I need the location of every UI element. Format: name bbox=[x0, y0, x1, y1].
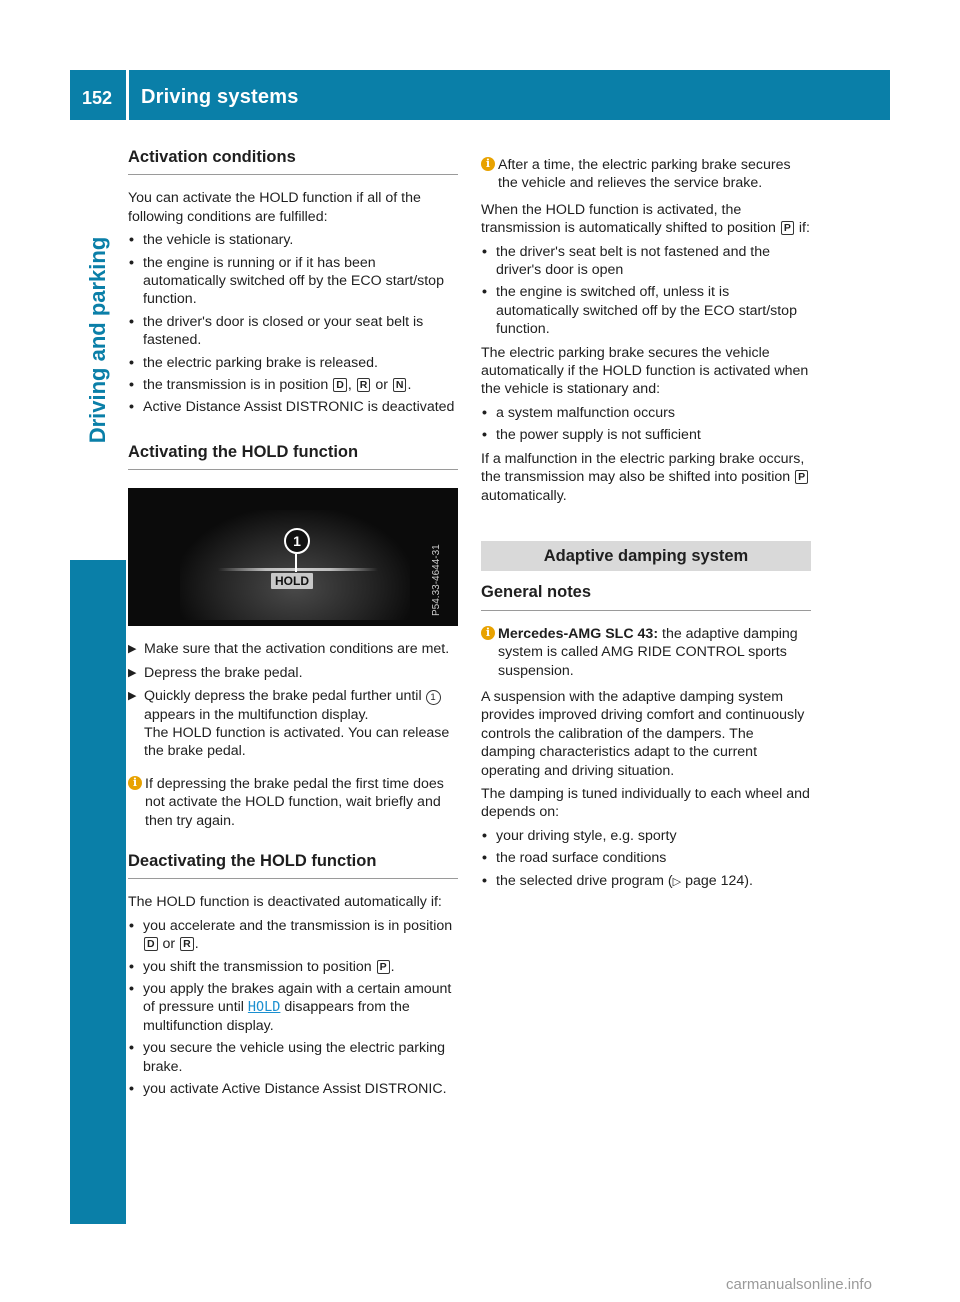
list-item: • the driver's door is closed or your seat belt is fastened. bbox=[128, 313, 458, 350]
list-item-text: the transmission is in position bbox=[143, 377, 329, 394]
info-icon: i bbox=[128, 776, 142, 790]
info-bold: Mercedes-AMG SLC 43: bbox=[498, 625, 659, 642]
gear-d-icon: D bbox=[144, 937, 158, 951]
parking-brake-list bbox=[481, 404, 811, 445]
info-icon: i bbox=[481, 157, 495, 171]
activation-intro: You can activate the HOLD function if all of the following conditions are fulfilled: bbox=[128, 190, 421, 225]
shift-conditions-list bbox=[481, 243, 811, 339]
list-item: • the driver's seat belt is not fastened and the driver's door is open bbox=[481, 243, 811, 280]
right-column bbox=[481, 150, 811, 896]
damping-factors-list bbox=[481, 827, 811, 891]
general-notes-heading: General notes bbox=[481, 583, 811, 610]
display-bar bbox=[218, 568, 378, 571]
list-item: • the road surface conditions bbox=[481, 849, 811, 867]
list-item: • a system malfunction occurs bbox=[481, 404, 811, 422]
left-column bbox=[128, 148, 458, 1103]
gear-d-icon: D bbox=[333, 378, 347, 392]
sidebar-label: Driving and parking bbox=[85, 236, 110, 444]
list-item-text: the selected drive program ( bbox=[496, 872, 673, 889]
header-separator bbox=[126, 70, 129, 120]
callout-1: 1 bbox=[284, 528, 310, 554]
list-item bbox=[128, 917, 458, 954]
list-item: • the vehicle is stationary. bbox=[128, 231, 458, 249]
step-1: ▶ Make sure that the activation conditions are met. bbox=[128, 640, 458, 658]
or-text: or bbox=[375, 377, 388, 394]
info-note bbox=[128, 775, 458, 830]
deactivating-intro: The HOLD function is deactivated automatically if: bbox=[128, 894, 442, 911]
paragraph bbox=[481, 201, 811, 238]
list-item: • your driving style, e.g. sporty bbox=[481, 827, 811, 845]
list-item bbox=[128, 980, 458, 1035]
info-text: If depressing the brake pedal the first time does not activate the HOLD function, wait briefly and then try again. bbox=[145, 775, 444, 829]
period: . bbox=[194, 936, 199, 953]
period: . bbox=[390, 958, 395, 975]
hold-display-text: HOLD bbox=[247, 999, 281, 1016]
list-item: • the engine is switched off, unless it is automatically switched off by the ECO start/stop function. bbox=[481, 283, 811, 338]
or-text: or bbox=[162, 936, 176, 953]
list-item-text-b: disappears from the multifunction display. bbox=[143, 999, 410, 1034]
callout-stem bbox=[295, 554, 297, 572]
paragraph-text-b: automatically. bbox=[481, 487, 567, 504]
list-item: • you secure the vehicle using the electric parking brake. bbox=[128, 1039, 458, 1076]
list-item bbox=[128, 376, 458, 394]
info-text: the adaptive damping system is called AMG RIDE CONTROL sports suspension. bbox=[498, 625, 798, 679]
page-number: 152 bbox=[82, 88, 113, 108]
info-icon: i bbox=[481, 626, 495, 640]
gear-r-icon: R bbox=[180, 937, 194, 951]
hold-display-figure bbox=[128, 488, 458, 626]
step-2: ▶ Depress the brake pedal. bbox=[128, 664, 458, 682]
page-title: Driving systems bbox=[141, 86, 299, 108]
paragraph-text-b: if: bbox=[798, 220, 810, 237]
page-reference-link[interactable]: page 124). bbox=[685, 872, 753, 889]
hold-indicator: HOLD bbox=[271, 573, 313, 589]
paragraph: The electric parking brake secures the vehicle automatically if the HOLD function is activated when the vehicle is stationary and: bbox=[481, 344, 809, 398]
paragraph-text: If a malfunction in the electric parking brake occurs, the transmission may also be shifted into position bbox=[481, 450, 805, 486]
gear-n-icon: N bbox=[393, 378, 407, 392]
info-note bbox=[481, 625, 811, 680]
watermark: carmanualsonline.info bbox=[726, 1276, 872, 1293]
list-item-text: you apply the brakes again with a certain amount of pressure until bbox=[143, 980, 452, 1016]
deactivating-heading: Deactivating the HOLD function bbox=[128, 852, 458, 879]
list-item: • Active Distance Assist DISTRONIC is deactivated bbox=[128, 398, 458, 416]
comma: , bbox=[347, 377, 352, 394]
step-3-text-b: appears in the multifunction display. bbox=[144, 706, 369, 723]
page-ref-arrow-icon: ▷ bbox=[672, 875, 682, 888]
paragraph-text: When the HOLD function is activated, the transmission is automatically shifted to position bbox=[481, 201, 776, 237]
step-3-result: The HOLD function is activated. You can release the brake pedal. bbox=[144, 724, 450, 760]
section-title-bar: Adaptive damping system bbox=[481, 541, 811, 571]
activation-heading: Activation conditions bbox=[128, 148, 458, 175]
step-3-text: Quickly depress the brake pedal further until bbox=[144, 688, 422, 705]
step-3 bbox=[128, 687, 458, 761]
list-item: • the power supply is not sufficient bbox=[481, 426, 811, 444]
list-item: • the engine is running or if it has been automatically switched off by the ECO start/stop function. bbox=[128, 254, 458, 309]
gear-p-icon: P bbox=[795, 470, 808, 484]
list-item bbox=[481, 872, 811, 891]
gear-p-icon: P bbox=[781, 221, 794, 235]
activating-heading: Activating the HOLD function bbox=[128, 443, 458, 470]
gear-r-icon: R bbox=[357, 378, 371, 392]
list-item-text: you accelerate and the transmission is in position bbox=[143, 917, 453, 934]
sidebar-label-wrap bbox=[70, 120, 126, 560]
period: . bbox=[407, 377, 412, 394]
info-text: After a time, the electric parking brake secures the vehicle and relieves the service brake. bbox=[498, 157, 791, 192]
gear-p-icon: P bbox=[377, 960, 390, 974]
paragraph: A suspension with the adaptive damping system provides improved driving comfort and continuously controls the calibration of the dampers. The damping characteristics adapt to the current operating and driving situation. bbox=[481, 688, 805, 779]
list-item: • you activate Active Distance Assist DISTRONIC. bbox=[128, 1080, 458, 1098]
paragraph: The damping is tuned individually to each wheel and depends on: bbox=[481, 785, 810, 821]
paragraph bbox=[481, 450, 811, 505]
figure-code: P54.33-4644-31 bbox=[431, 544, 442, 617]
callout-ref-1: 1 bbox=[426, 690, 441, 705]
deactivating-list bbox=[128, 917, 458, 1099]
list-item-text: you shift the transmission to position bbox=[143, 958, 372, 975]
info-note bbox=[481, 156, 811, 193]
list-item bbox=[128, 958, 458, 976]
activation-list bbox=[128, 231, 458, 417]
list-item: • the electric parking brake is released. bbox=[128, 354, 458, 372]
